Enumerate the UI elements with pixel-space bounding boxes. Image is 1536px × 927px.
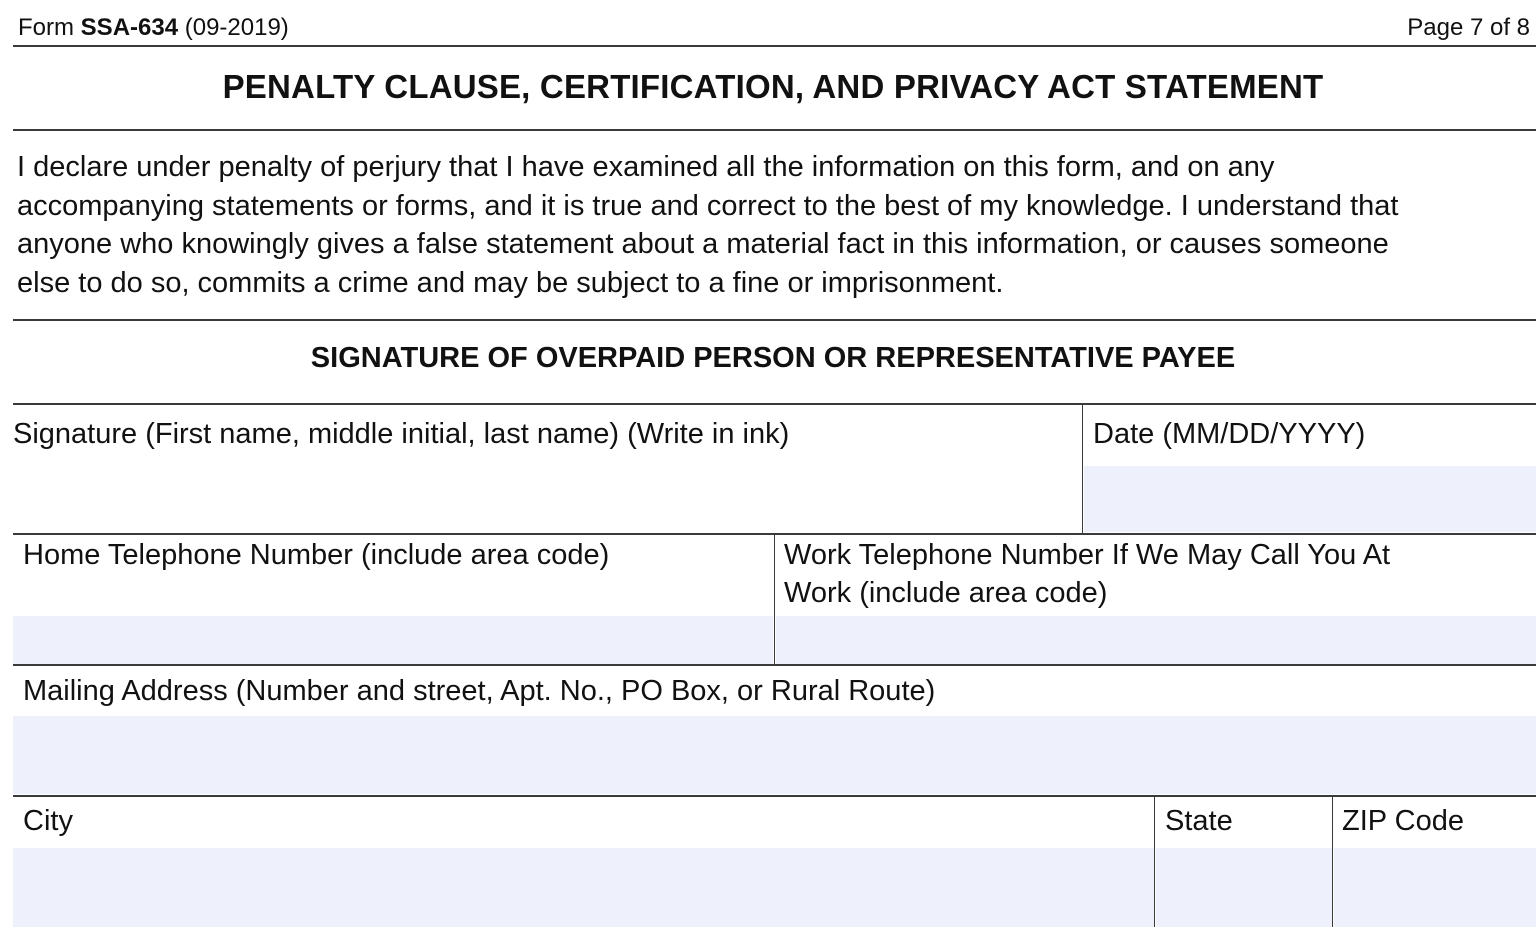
declaration-line: else to do so, commits a crime and may be subject to a fine or imprisonment. [17,266,1004,299]
city-state-divider [1154,796,1155,927]
zip-label: ZIP Code [1342,805,1464,837]
city-label: City [23,805,73,837]
row1-divider [1082,404,1083,533]
row2-rule [13,664,1536,666]
section-title: PENALTY CLAUSE, CERTIFICATION, AND PRIVACY ACT STATEMENT [222,68,1324,105]
state-zip-divider [1332,796,1333,927]
state-input[interactable] [1156,848,1332,927]
state-label: State [1165,805,1233,837]
form-id [18,14,289,42]
declaration-line: accompanying statements or forms, and it is true and correct to the best of my knowledge. I understand that [17,189,1399,222]
home-phone-input[interactable] [13,616,773,664]
page-indicator: Page 7 of 8 [1407,14,1530,41]
form-date: (09-2019) [184,14,289,41]
form-number: SSA-634 [80,14,179,41]
declaration-line: I declare under penalty of perjury that I have examined all the information on this form, and on any [17,151,1275,183]
row2-divider [774,535,775,664]
row3-rule [13,795,1536,797]
city-input[interactable] [13,848,1154,927]
mailing-address-input[interactable] [13,716,1536,794]
declaration-text [17,148,1536,302]
work-phone-label-line2: Work (include area code) [784,577,1108,609]
home-phone-label: Home Telephone Number (include area code) [23,539,610,571]
signature-section-title: SIGNATURE OF OVERPAID PERSON OR REPRESENTATIVE PAYEE [310,342,1236,374]
title-rule [13,129,1536,131]
zip-input[interactable] [1334,848,1536,927]
mailing-address-label: Mailing Address (Number and street, Apt. No., PO Box, or Rural Route) [23,675,936,707]
form-prefix: Form [18,14,74,41]
work-phone-label-line1: Work Telephone Number If We May Call You At [784,539,1391,571]
work-phone-input[interactable] [776,616,1536,664]
declaration-line: anyone who knowingly gives a false statement about a material fact in this information, or causes someone [17,228,1389,260]
declaration-rule [13,319,1536,321]
date-input[interactable] [1084,466,1536,532]
date-label: Date (MM/DD/YYYY) [1093,418,1366,450]
signature-label: Signature (First name, middle initial, last name) (Write in ink) [13,418,790,450]
header-rule [13,45,1536,47]
